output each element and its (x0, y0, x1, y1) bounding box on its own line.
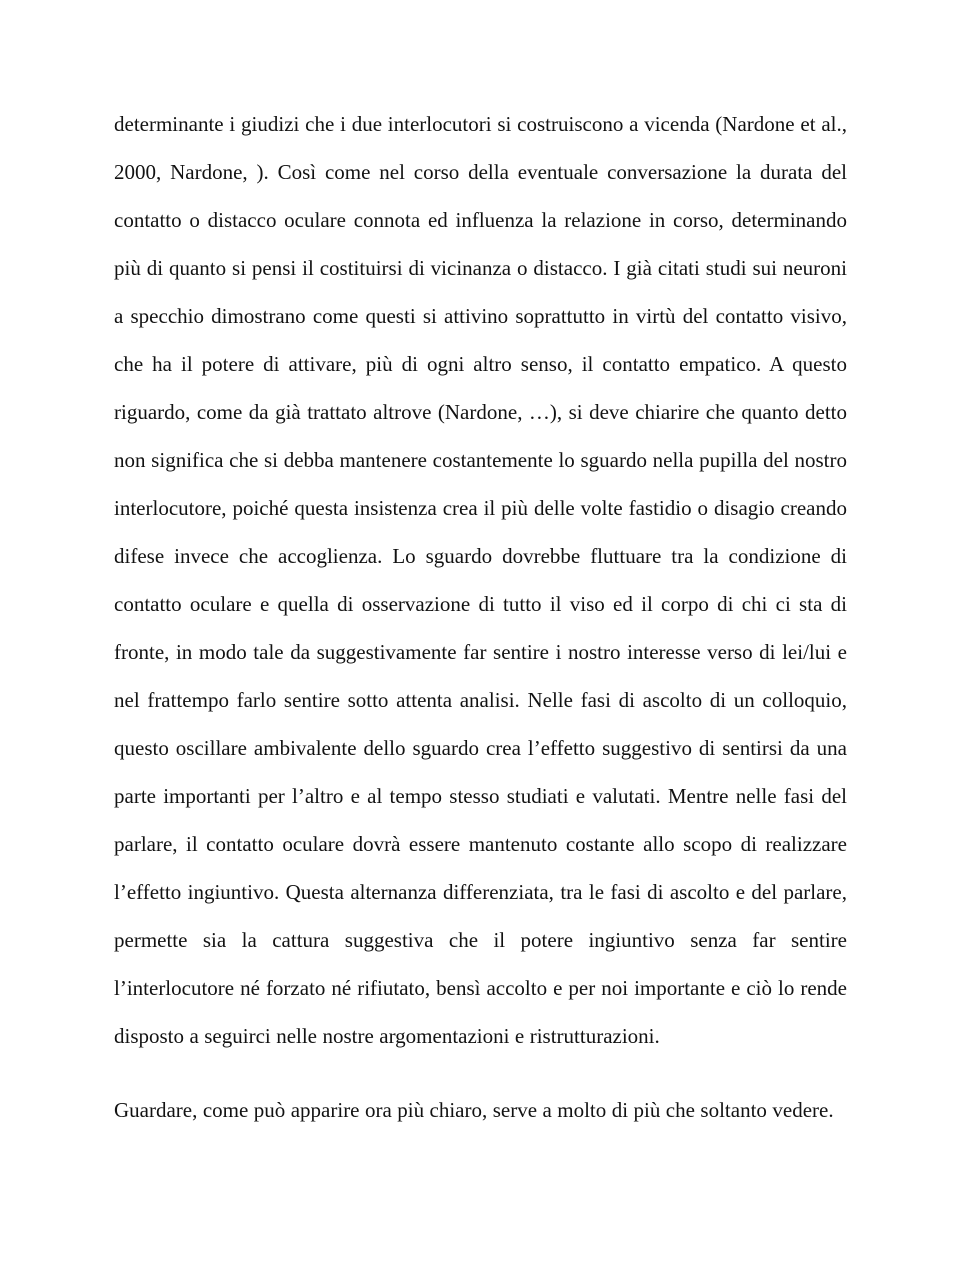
text-column (114, 100, 847, 1134)
paragraph-continued: determinante i giudizi che i due interlocutori si costruiscono a vicenda (Nardone et al., 2000, Nardone, ). Così come nel corso della eventuale conversazione la durata del contatto o distacco oculare connota ed influenza la relazione in corso, determinando più di quanto si pensi il costituirsi di vicinanza o distacco. I già citati studi sui neuroni a specchio dimostrano come questi si attivino soprattutto in virtù del contatto visivo, che ha il potere di attivare, più di ogni altro senso, il contatto empatico. A questo riguardo, come da già trattato altrove (Nardone, …), si deve chiarire che quanto detto non significa che si debba mantenere costantemente lo sguardo nella pupilla del nostro interlocutore, poiché questa insistenza crea il più delle volte fastidio o disagio creando difese invece che accoglienza. Lo sguardo dovrebbe fluttuare tra la condizione di contatto oculare e quella di osservazione di tutto il viso ed il corpo di chi ci sta di fronte, in modo tale da suggestivamente far sentire i nostro interesse verso di lei/lui e nel frattempo farlo sentire sotto attenta analisi. Nelle fasi di ascolto di un colloquio, questo oscillare ambivalente dello sguardo crea l’effetto suggestivo di sentirsi da una parte importanti per l’altro e al tempo stesso studiati e valutati. Mentre nelle fasi del parlare, il contatto oculare dovrà essere mantenuto costante allo scopo di realizzare l’effetto ingiuntivo. Questa alternanza differenziata, tra le fasi di ascolto e del parlare, permette sia la cattura suggestiva che il potere ingiuntivo senza far sentire l’interlocutore né forzato né rifiutato, bensì accolto e per noi importante e ciò lo rende disposto a seguirci nelle nostre argomentazioni e ristrutturazioni. (114, 112, 847, 1048)
paragraph-closing: Guardare, come può apparire ora più chiaro, serve a molto di più che soltanto vedere. (114, 1098, 834, 1122)
